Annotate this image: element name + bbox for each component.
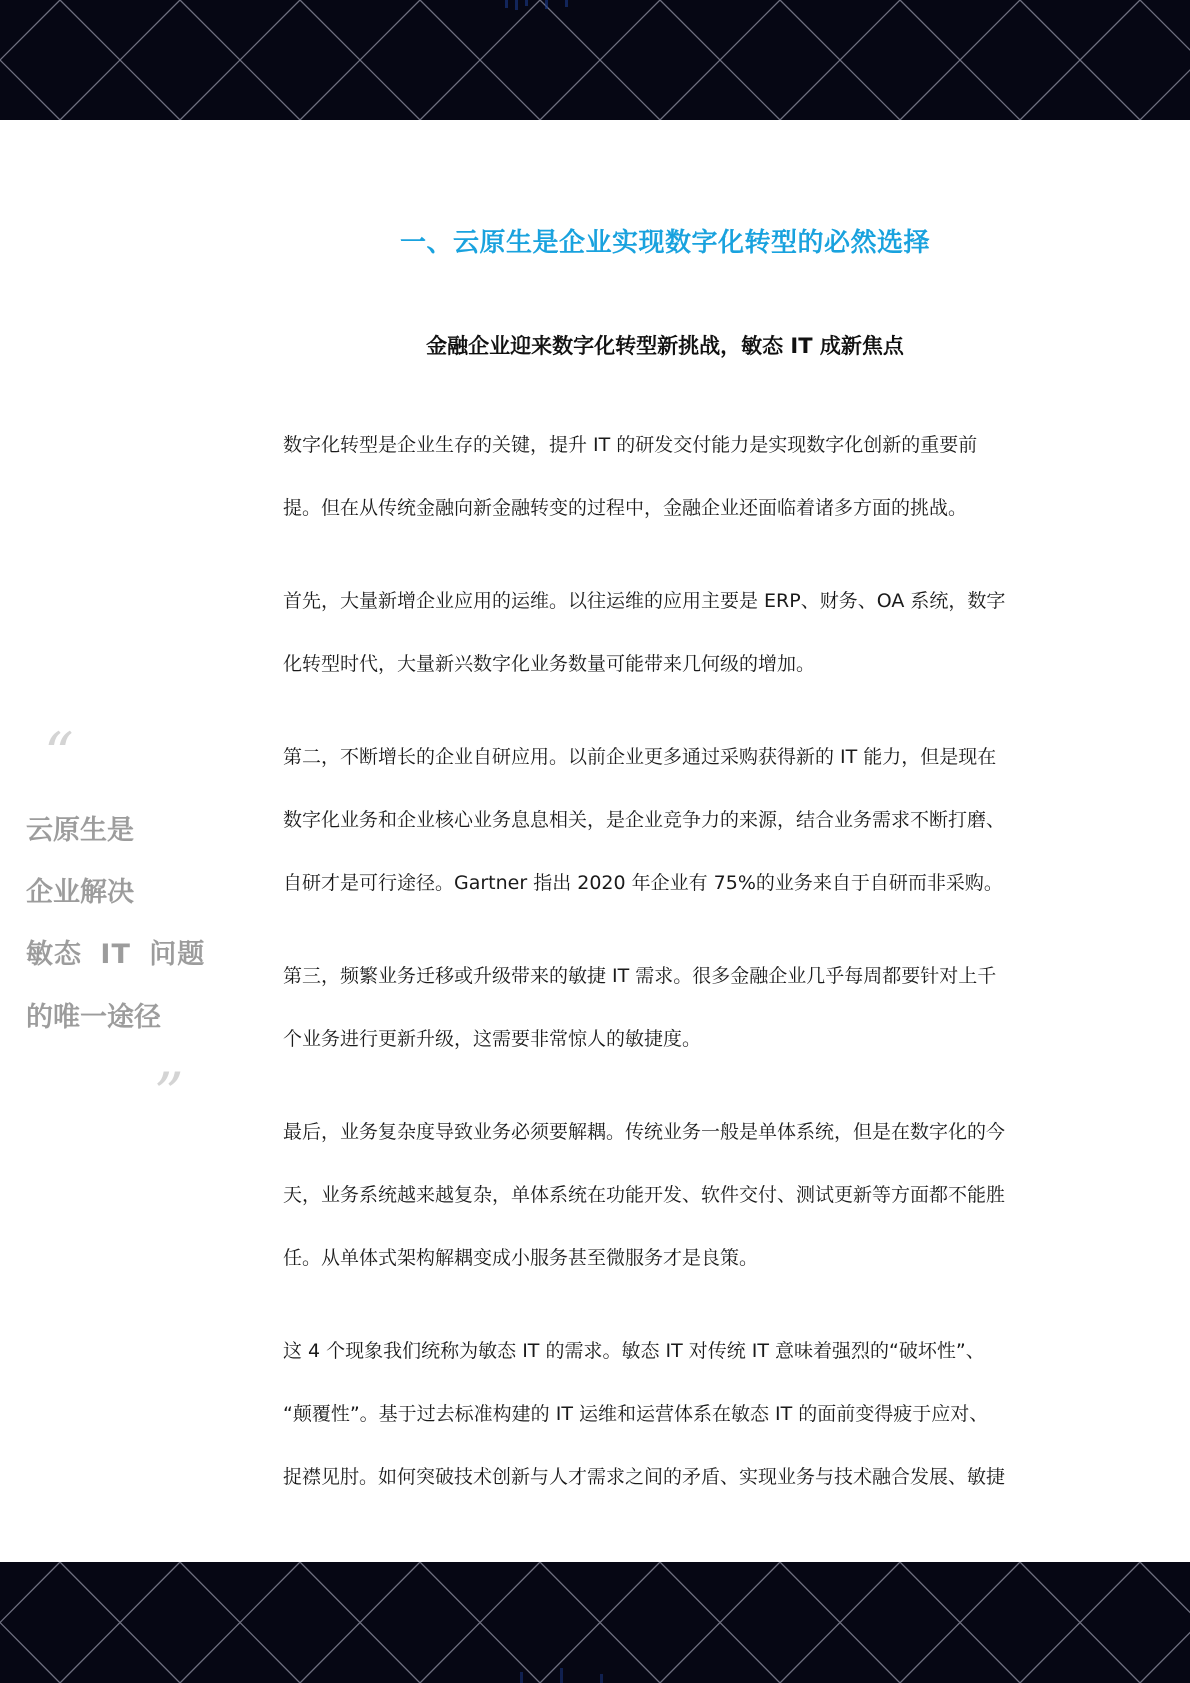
sub-title: 金融企业迎来数字化转型新挑战，敏态 IT 成新焦点 bbox=[426, 334, 904, 358]
header-band bbox=[0, 0, 1190, 120]
paragraph bbox=[283, 570, 1083, 696]
footer-band bbox=[0, 1562, 1190, 1683]
paragraph-line: “颠覆性”。基于过去标准构建的 IT 运维和运营体系在敏态 IT 的面前变得疲于应对、 bbox=[283, 1403, 989, 1425]
paragraph-line: 捉襟见肘。如何突破技术创新与人才需求之间的矛盾、实现业务与技术融合发展、敏捷 bbox=[283, 1466, 1006, 1488]
paragraph-line: 天，业务系统越来越复杂，单体系统在功能开发、软件交付、测试更新等方面都不能胜 bbox=[283, 1184, 1006, 1206]
paragraph-line: 第二，不断增长的企业自研应用。以前企业更多通过采购获得新的 IT 能力，但是现在 bbox=[283, 746, 997, 768]
close-quote-icon: ” bbox=[154, 1060, 184, 1128]
paragraph-line: 数字化转型是企业生存的关键，提升 IT 的研发交付能力是实现数字化创新的重要前 bbox=[283, 434, 978, 456]
paragraph-line: 任。从单体式架构解耦变成小服务甚至微服务才是良策。 bbox=[283, 1247, 759, 1269]
footer-diamond-pattern bbox=[0, 1562, 1190, 1683]
paragraph bbox=[283, 726, 1083, 915]
paragraph-line: 第三，频繁业务迁移或升级带来的敏捷 IT 需求。很多金融企业几乎每周都要针对上千 bbox=[283, 965, 997, 987]
pull-quote-line: 云原生是 bbox=[26, 815, 134, 846]
paragraph-line: 化转型时代，大量新兴数字化业务数量可能带来几何级的增加。 bbox=[283, 653, 816, 675]
pull-quote-line: 企业解决 bbox=[26, 877, 134, 908]
section-title: 一、云原生是企业实现数字化转型的必然选择 bbox=[399, 228, 930, 258]
pull-quote-line: 的唯一途径 bbox=[26, 1002, 161, 1033]
paragraph-line: 最后，业务复杂度导致业务必须要解耦。传统业务一般是单体系统，但是在数字化的今 bbox=[283, 1121, 1006, 1143]
header-diamond-pattern bbox=[0, 0, 1190, 120]
paragraph-line: 提。但在从传统金融向新金融转变的过程中，金融企业还面临着诸多方面的挑战。 bbox=[283, 497, 968, 519]
open-quote-icon: “ bbox=[44, 720, 74, 788]
pull-quote-line: 敏态 IT 问题 bbox=[26, 939, 206, 970]
paragraph-line: 个业务进行更新升级，这需要非常惊人的敏捷度。 bbox=[283, 1028, 702, 1050]
paragraph bbox=[283, 1320, 1083, 1509]
paragraph-line: 首先，大量新增企业应用的运维。以往运维的应用主要是 ERP、财务、OA 系统，数字 bbox=[283, 590, 1006, 612]
article-body bbox=[283, 414, 1083, 1539]
paragraph bbox=[283, 414, 1083, 540]
paragraph-line: 自研才是可行途径。Gartner 指出 2020 年企业有 75%的业务来自于自研而非采购。 bbox=[283, 872, 1003, 894]
paragraph-line: 这 4 个现象我们统称为敏态 IT 的需求。敏态 IT 对传统 IT 意味着强烈的“破坏性”、 bbox=[283, 1340, 985, 1362]
paragraph bbox=[283, 1101, 1083, 1290]
paragraph-line: 数字化业务和企业核心业务息息相关，是企业竞争力的来源，结合业务需求不断打磨、 bbox=[283, 809, 1006, 831]
paragraph bbox=[283, 945, 1083, 1071]
